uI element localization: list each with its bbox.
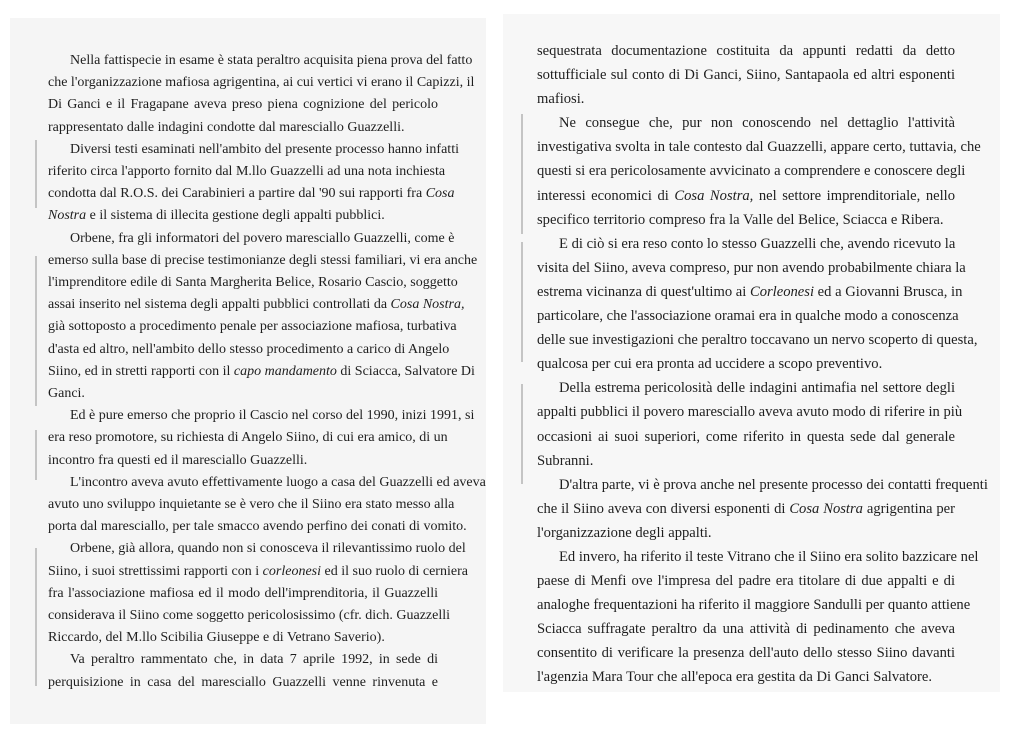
text-line: che l'organizzazione mafiosa agrigentina, ai cui vertici vi erano il Capizzi, il xyxy=(48,75,475,91)
text-line: sottufficiale sul conto di Di Ganci, Siino, Santapaola ed altri esponenti xyxy=(537,67,955,84)
text-line xyxy=(48,561,468,583)
text-line: Di Ganci e il Fragapane aveva preso piena cognizione del pericolo xyxy=(48,97,438,113)
text-line: era reso promotore, su richiesta di Angelo Siino, di cui era amico, di un xyxy=(48,430,448,446)
paragraph xyxy=(537,111,981,231)
text-line xyxy=(537,497,955,521)
text-line: analoghe frequentazioni ha riferito il maggiore Sandulli per quanto attiene xyxy=(537,597,971,614)
text-line: Va peraltro rammentato che, in data 7 aprile 1992, in sede di xyxy=(70,652,438,668)
text-line: L'incontro aveva avuto effettivamente luogo a casa del Guazzelli ed aveva xyxy=(70,474,486,490)
text-segment: agrigentina per xyxy=(862,500,956,517)
text-line xyxy=(48,294,465,316)
text-line: delle sue investigazioni che peraltro toccavano un nervo scoperto di questa, xyxy=(537,332,978,349)
text-line: Ne consegue che, pur non conoscendo nel dettaglio l'attività xyxy=(559,115,955,132)
right-page-text xyxy=(537,39,988,690)
text-line: già sottoposto a procedimento penale per associazione mafiosa, turbativa xyxy=(48,319,457,335)
italic-text: Corleonesi xyxy=(749,283,815,300)
paragraph xyxy=(537,232,978,377)
text-line: mafiosi. xyxy=(537,91,585,108)
italic-text: Cosa Nostra xyxy=(789,500,863,517)
text-line: incontro fra questi ed il maresciallo Guazzelli. xyxy=(48,452,308,468)
text-line: Subranni. xyxy=(537,452,594,469)
text-segment: e il sistema di illecita gestione degli appalti pubblici. xyxy=(86,208,385,224)
text-line xyxy=(537,184,955,208)
text-line: qualcosa per cui era pronta ad uccidere a scopo preventivo. xyxy=(537,356,883,373)
paragraph xyxy=(48,139,459,228)
text-line: paese di Menfi ove l'impresa del padre era titolare di due appalti e di xyxy=(537,573,955,590)
text-line: l'organizzazione degli appalti. xyxy=(537,524,712,541)
paragraph xyxy=(48,472,486,539)
text-segment: assai inserito nel sistema degli appalti pubblici controllati da xyxy=(48,297,391,313)
text-line: Orbene, fra gli informatori del povero maresciallo Guazzelli, come è xyxy=(70,230,455,246)
text-line: rappresentato dalle indagini condotte dal maresciallo Guazzelli. xyxy=(48,119,405,135)
text-line: occasioni ai suoi superiori, come riferito in questa sede dal generale xyxy=(537,428,955,445)
text-line xyxy=(537,280,963,304)
text-line xyxy=(48,205,438,227)
text-line: Sciacca suffragate peraltro da una attività di pedinamento che aveva xyxy=(537,621,955,638)
text-line: avuto uno sviluppo inquietante se è vero che il Siino era stato messo alla xyxy=(48,497,455,513)
text-line: Della estrema pericolosità delle indagini antimafia nel settore degli xyxy=(559,380,955,397)
text-line: appalti pubblici il povero maresciallo aveva avuto modo di riferire in più xyxy=(537,404,963,421)
text-segment: di Sciacca, Salvatore Di xyxy=(336,363,475,379)
text-segment: Siino, ed in stretti rapporti con il xyxy=(48,363,234,379)
text-line: Orbene, già allora, quando non si conosceva il rilevantissimo ruolo del xyxy=(70,541,466,557)
text-line: specifico territorio compreso fra la Valle del Belice, Sciacca e Ribera. xyxy=(537,211,944,228)
margin-mark xyxy=(521,114,523,234)
paragraph xyxy=(537,376,963,472)
margin-mark xyxy=(521,242,523,362)
text-segment: interessi economici di xyxy=(537,187,675,204)
text-line: Ed è pure emerso che proprio il Cascio nel corso del 1990, inizi 1991, si xyxy=(70,408,475,424)
text-line: investigativa svolta in tale contesto dal Guazzelli, appare certo, tuttavia, che xyxy=(537,139,981,156)
text-line: l'imprenditore edile di Santa Margherita Belice, Rosario Cascio, soggetto xyxy=(48,275,458,291)
text-line: Diversi testi esaminati nell'ambito del presente processo hanno infatti xyxy=(70,141,459,157)
text-line xyxy=(48,361,475,383)
text-line: consentito di verificare la presenza dell'auto dello stesso Siino davanti xyxy=(537,645,955,662)
text-segment: che il Siino aveva con diversi esponenti di xyxy=(537,500,790,517)
margin-mark xyxy=(35,548,37,658)
text-line xyxy=(48,183,455,205)
margin-mark xyxy=(35,256,37,406)
text-segment: ed a Giovanni Brusca, in xyxy=(814,283,963,300)
italic-text: capo mandamento xyxy=(233,363,337,379)
paragraph xyxy=(537,473,988,545)
text-line: fra l'associazione mafiosa ed il modo dell'imprenditoria, il Guazzelli xyxy=(48,585,438,601)
italic-text: Cosa Nostra, xyxy=(390,297,465,313)
italic-text: Nostra xyxy=(48,208,87,224)
text-line: Ed invero, ha riferito il teste Vitrano che il Siino era solito bazzicare nel xyxy=(559,548,979,565)
text-line: questi si era pericolosamente avvicinato a comprendere e conoscere degli xyxy=(537,163,966,180)
margin-mark xyxy=(35,654,37,686)
text-line: particolare, che l'associazione oramai era in qualche modo a conoscenza xyxy=(537,308,959,325)
paragraph xyxy=(48,649,438,693)
text-line: Ganci. xyxy=(48,386,85,402)
text-segment: ed il suo ruolo di cerniera xyxy=(321,563,468,579)
paragraph xyxy=(48,405,475,472)
text-line: emerso sulla base di precise testimonianze degli stessi familiari, vi era anche xyxy=(48,252,478,268)
left-page xyxy=(10,18,486,724)
margin-mark xyxy=(35,430,37,480)
paragraph xyxy=(537,545,979,690)
text-segment: nel settore imprenditoriale, nello xyxy=(753,187,955,204)
text-line: perquisizione in casa del maresciallo Guazzelli venne rinvenuta e xyxy=(48,674,438,690)
text-segment: estrema vicinanza di quest'ultimo ai xyxy=(537,283,750,300)
text-line: D'altra parte, vi è prova anche nel presente processo dei contatti frequenti xyxy=(559,476,988,493)
text-line: porta dal maresciallo, per tale smacco avendo perfino dei conati di vomito. xyxy=(48,519,467,535)
paragraph xyxy=(537,39,955,111)
text-line: sequestrata documentazione costituita da appunti redatti da detto xyxy=(537,43,955,59)
right-page xyxy=(503,14,1000,692)
paragraph xyxy=(48,50,475,139)
text-line: Riccardo, del M.llo Scibilia Giuseppe e di Vetrano Saverio). xyxy=(48,630,385,646)
margin-mark xyxy=(35,140,37,208)
paragraph xyxy=(48,538,468,649)
left-page-text xyxy=(48,50,486,694)
text-segment: Siino, i suoi strettissimi rapporti con i xyxy=(48,563,263,579)
text-line: considerava il Siino come soggetto pericolosissimo (cfr. dich. Guazzelli xyxy=(48,608,451,624)
text-line: riferito circa l'apporto fornito dal M.llo Guazzelli ad una nota inchiesta xyxy=(48,164,446,180)
text-line: l'agenzia Mara Tour che all'epoca era gestita da Di Ganci Salvatore. xyxy=(537,669,932,686)
text-line: visita del Siino, aveva compreso, pur non avendo probabilmente chiara la xyxy=(537,259,966,276)
paragraph xyxy=(48,228,478,406)
italic-text: Cosa Nostra, xyxy=(674,187,754,204)
italic-text: Cosa xyxy=(425,186,455,202)
text-line: E di ciò si era reso conto lo stesso Guazzelli che, avendo ricevuto la xyxy=(559,235,956,252)
italic-text: corleonesi xyxy=(262,563,321,579)
text-line: Nella fattispecie in esame è stata peraltro acquisita piena prova del fatto xyxy=(70,53,473,68)
text-segment: condotta dal R.O.S. dei Carabinieri a partire dal '90 sui rapporti fra xyxy=(48,186,426,202)
margin-mark xyxy=(521,384,523,484)
text-line: d'asta ed altro, nell'ambito dello stesso procedimento a carico di Angelo xyxy=(48,341,450,357)
